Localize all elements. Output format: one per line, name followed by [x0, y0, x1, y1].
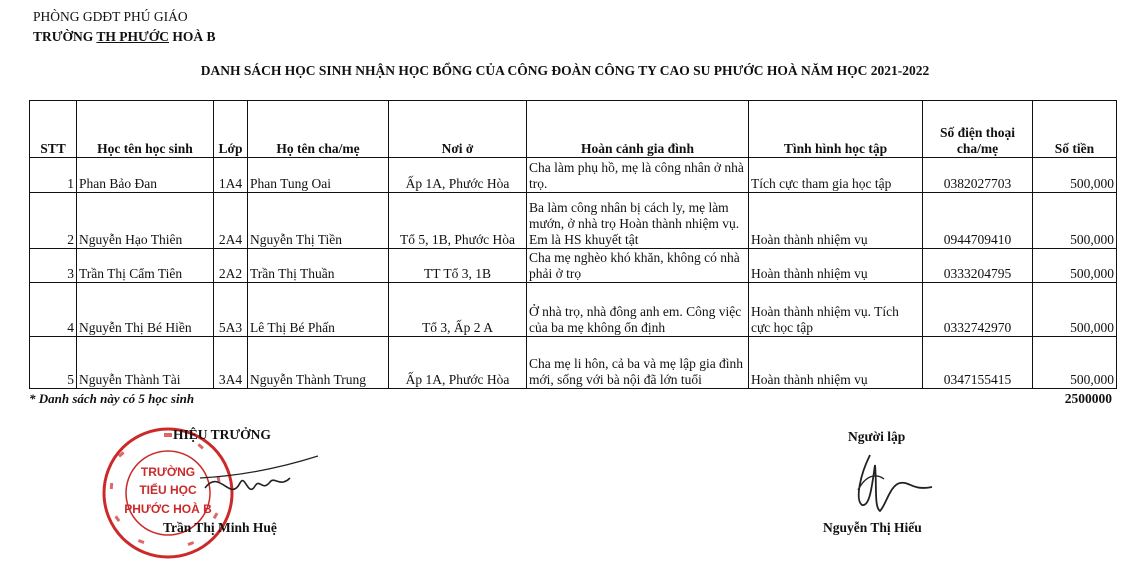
col-header-stt: STT: [30, 101, 77, 158]
cell-class: 2A4: [214, 193, 248, 249]
col-header-circumstance: Hoàn cảnh gia đình: [527, 101, 749, 158]
cell-circumstance: Cha mẹ li hôn, cả ba và mẹ lập gia đình mới, sống với bà nội đã lớn tuổi: [527, 337, 749, 389]
cell-circumstance: Cha làm phụ hồ, mẹ là công nhân ở nhà trọ.: [527, 158, 749, 193]
cell-phone: 0944709410: [923, 193, 1033, 249]
table-row: [30, 337, 1117, 389]
cell-student: Nguyễn Thị Bé Hiền: [77, 283, 214, 337]
cell-address: Ấp 1A, Phước Hòa: [389, 337, 527, 389]
cell-parent: Trần Thị Thuần: [248, 249, 389, 283]
preparer-name: Nguyễn Thị Hiếu: [823, 520, 922, 535]
cell-study: Hoàn thành nhiệm vụ: [749, 337, 923, 389]
cell-student: Phan Bảo Đan: [77, 158, 214, 193]
cell-class: 3A4: [214, 337, 248, 389]
cell-class: 1A4: [214, 158, 248, 193]
stamp-line-3: PHƯỚC HOÀ B: [124, 502, 212, 516]
school-name-underlined: TH PHƯỚC: [96, 29, 170, 44]
cell-phone: 0382027703: [923, 158, 1033, 193]
cell-circumstance: Cha mẹ nghèo khó khăn, không có nhà phải ở trọ: [527, 249, 749, 283]
cell-stt: 5: [30, 337, 77, 389]
cell-study: Hoàn thành nhiệm vụ: [749, 249, 923, 283]
cell-class: 2A2: [214, 249, 248, 283]
cell-stt: 2: [30, 193, 77, 249]
cell-amount: 500,000: [1033, 337, 1117, 389]
table-row: [30, 283, 1117, 337]
scholarship-table: [29, 100, 1117, 389]
cell-address: Ấp 1A, Phước Hòa: [389, 158, 527, 193]
col-header-address: Nơi ở: [389, 101, 527, 158]
preparer-title: Người lập: [848, 429, 906, 444]
table-row: [30, 158, 1117, 193]
cell-stt: 1: [30, 158, 77, 193]
principal-name: Trần Thị Minh Huệ: [163, 520, 277, 535]
preparer-signature-icon: [840, 445, 950, 525]
cell-amount: 500,000: [1033, 283, 1117, 337]
cell-student: Trần Thị Cẩm Tiên: [77, 249, 214, 283]
cell-address: Tổ 5, 1B, Phước Hòa: [389, 193, 527, 249]
principal-title: HIỆU TRƯỞNG: [173, 427, 271, 442]
col-header-class: Lớp: [214, 101, 248, 158]
cell-study: Hoàn thành nhiệm vụ. Tích cực học tập: [749, 283, 923, 337]
student-count-note: * Danh sách này có 5 học sinh: [29, 391, 195, 406]
cell-amount: 500,000: [1033, 193, 1117, 249]
cell-phone: 0332742970: [923, 283, 1033, 337]
cell-student: Nguyễn Thành Tài: [77, 337, 214, 389]
col-header-study: Tình hình học tập: [749, 101, 923, 158]
cell-class: 5A3: [214, 283, 248, 337]
school-name: [33, 29, 216, 45]
cell-stt: 3: [30, 249, 77, 283]
cell-study: Hoàn thành nhiệm vụ: [749, 193, 923, 249]
col-header-parent: Họ tên cha/mẹ: [248, 101, 389, 158]
cell-amount: 500,000: [1033, 158, 1117, 193]
cell-study: Tích cực tham gia học tập: [749, 158, 923, 193]
total-amount: 2500000: [1064, 391, 1112, 406]
col-header-phone: Số điện thoại cha/mẹ: [923, 101, 1033, 158]
stamp-line-1: TRƯỜNG: [140, 465, 196, 479]
table-row: [30, 249, 1117, 283]
cell-parent: Nguyễn Thành Trung: [248, 337, 389, 389]
cell-stt: 4: [30, 283, 77, 337]
cell-parent: Lê Thị Bé Phấn: [248, 283, 389, 337]
cell-amount: 500,000: [1033, 249, 1117, 283]
document-title: DANH SÁCH HỌC SINH NHẬN HỌC BỔNG CỦA CÔNG ĐOÀN CÔNG TY CAO SU PHƯỚC HOÀ NĂM HỌC 2021-2022: [200, 63, 930, 78]
cell-address: Tổ 3, Ấp 2 A: [389, 283, 527, 337]
cell-circumstance: Ba làm công nhân bị cách ly, mẹ làm mướn, ở nhà trọ Hoàn thành nhiệm vụ. Em là HS khuyết tật: [527, 193, 749, 249]
cell-circumstance: Ở nhà trọ, nhà đông anh em. Công việc của ba mẹ không ổn định: [527, 283, 749, 337]
col-header-amount: Số tiền: [1033, 101, 1117, 158]
school-name-prefix: TRƯỜNG: [33, 29, 97, 44]
cell-student: Nguyễn Hạo Thiên: [77, 193, 214, 249]
col-header-student: Học tên học sinh: [77, 101, 214, 158]
cell-phone: 0333204795: [923, 249, 1033, 283]
cell-address: TT Tổ 3, 1B: [389, 249, 527, 283]
table-row: [30, 193, 1117, 249]
school-name-suffix: HOÀ B: [169, 29, 216, 44]
stamp-line-2: TIỂU HỌC: [139, 483, 197, 497]
cell-parent: Nguyễn Thị Tiền: [248, 193, 389, 249]
principal-signature-icon: [200, 448, 320, 508]
cell-parent: Phan Tung Oai: [248, 158, 389, 193]
cell-phone: 0347155415: [923, 337, 1033, 389]
table-header-row: [30, 101, 1117, 158]
department-name: PHÒNG GDĐT PHÚ GIÁO: [33, 9, 188, 24]
